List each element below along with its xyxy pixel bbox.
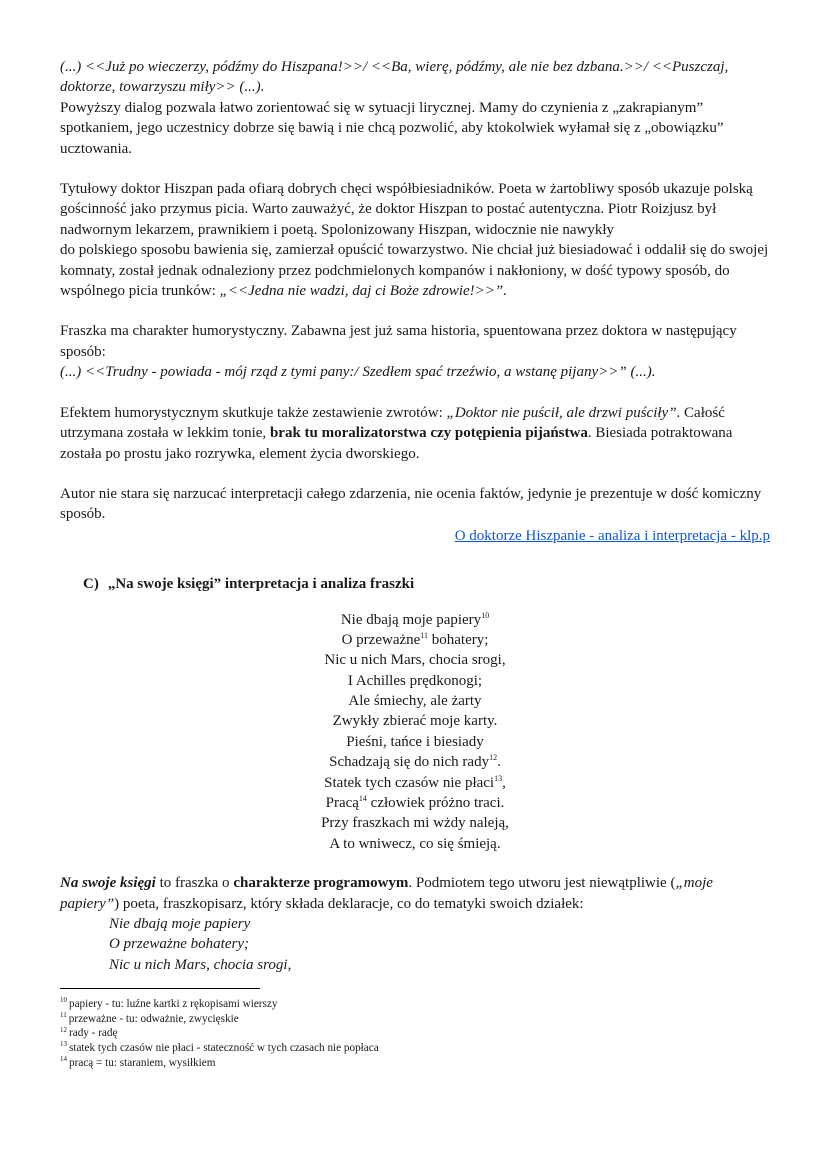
inline-quote: „moje papiery” [60, 875, 713, 912]
poem-line-text: . [497, 754, 501, 771]
poem-line-text: człowiek próżno traci. [366, 795, 505, 812]
footnote-ref: 12 [489, 753, 498, 763]
paragraph-text: do polskiego sposobu bawienia się, zamierzał opuścić towarzystwo. Nie chciał już biesiadować i oddalił się do swojej komnaty, został jednak odnaleziony przez podchmielonych kompanów i nakłoniony, w dość typowy sposób, do wspólnego picia trunków: [60, 242, 769, 300]
poem-line: Pieśni, tańce i biesiady [346, 733, 484, 750]
quoted-verse: Nie dbają moje papiery [109, 916, 251, 933]
dialog-quote: (...) <<Już po wieczerzy, pódźmy do Hiszpana!>>/ <<Ba, wierę, pódźmy, ale nie bez dzbana.>>/ <<Puszczaj, doktorze, towarzyszu miły>> (...). [60, 59, 729, 96]
poem-line: Ale śmiechy, ale żarty [348, 693, 482, 710]
footnote [60, 1026, 379, 1041]
poem-line [60, 773, 770, 793]
footnote-ref: 14 [358, 794, 367, 804]
paragraph-doctor-hiszpan [60, 179, 770, 301]
bold-phrase: brak tu moralizatorstwa czy potępienia pijaństwa [269, 425, 588, 442]
inline-quote: „<<Jedna nie wadzi, daj ci Boże zdrowie!>>”. [219, 283, 507, 300]
paragraph-dialog-analysis: Powyższy dialog pozwala łatwo zorientować się w sytuacji lirycznej. Mamy do czynienia z „zakrapianym” spotkaniem, jego uczestnicy dobrze się bawią i nie chcą pozwolić, aby ktokolwiek wyłamał się z „obowiązku” ucztowania. [60, 99, 724, 157]
paragraph-text: . Całość utrzymana została w lekkim tonie, [60, 404, 725, 442]
poem-line [60, 630, 770, 650]
section-title: „Na swoje księgi” interpretacja i analiza fraszki [107, 576, 415, 593]
source-link-row [60, 526, 770, 546]
poem-line: Zwykły zbierać moje karty. [332, 713, 498, 730]
poem-line-text: Nie dbają moje papiery [340, 611, 482, 628]
paragraph-text: Tytułowy doktor Hiszpan pada ofiarą dobrych chęci współbiesiadników. Poeta w żartobliwy sposób ukazuje polską gościnność jako przymus picia. Warto zauważyć, że doktor Hiszpan to postać autentyczna. Piotr Roizjusz był nadwornym lekarzem, prawnikiem i poetą. Spolonizowany Hiszpan, widocznie nie nawykły [60, 181, 753, 238]
paragraph-effect [60, 403, 770, 464]
poem-line-text: O przeważne [341, 631, 421, 648]
poem-line-text: Statek tych czasów nie płaci [324, 774, 495, 791]
footnote-ref: 11 [420, 630, 428, 640]
footnote-ref: 10 [481, 610, 490, 620]
inline-quote: „Doktor nie puścił, ale drzwi puściły” [446, 404, 677, 421]
poem-line [60, 793, 770, 813]
paragraph-text: ) poeta, fraszkopisarz, który składa deklaracje, co do tematyki swoich działek: [114, 895, 584, 912]
footnote [60, 1041, 379, 1056]
footnote-text: pracą = tu: staraniem, wysiłkiem [69, 1056, 216, 1069]
poem-line [60, 610, 770, 630]
poem-line-text: Pracą [325, 795, 359, 812]
footnotes [60, 997, 379, 1071]
poem-line: Przy fraszkach mi wżdy naleją, [321, 815, 509, 832]
footnote-number: 10 [60, 996, 67, 1005]
quoted-verse: O przeważne bohatery; [109, 936, 249, 953]
footnote-number: 13 [60, 1040, 67, 1049]
paragraph-author: Autor nie stara się narzucać interpretacji całego zdarzenia, nie ocenia faktów, jedynie je prezentuje w dość komiczny sposób. [60, 485, 762, 523]
paragraph-programmatic [60, 873, 770, 914]
quoted-verses [109, 914, 770, 975]
paragraph-text: Efektem humorystycznym skutkuje także zestawienie zwrotów: [60, 404, 447, 421]
footnote-text: rady - radę [69, 1027, 118, 1040]
section-label: C) [83, 576, 99, 593]
paragraph-text: . Biesiada potraktowana została po prostu jako rozrywka, element życia dworskiego. [60, 425, 733, 462]
bold-phrase: charakterze programowym [233, 875, 409, 892]
poem-line-text: , [502, 774, 506, 791]
paragraph-text: to fraszka o [155, 875, 234, 892]
footnote-text: przeważne - tu: odważnie, zwycięskie [68, 1012, 239, 1025]
poem [60, 610, 770, 855]
footnote-text: papiery - tu: luźne kartki z rękopisami wierszy [69, 998, 278, 1010]
poem-line-text: Schadzają się do nich rady [329, 754, 490, 771]
section-heading [83, 574, 770, 594]
quoted-verse: Nic u nich Mars, chocia srogi, [109, 956, 292, 973]
paragraph-text: . Podmiotem tego utworu jest niewątpliwie ( [408, 875, 676, 892]
poem-line: I Achilles prędkonogi; [347, 672, 483, 689]
footnote [60, 1012, 379, 1027]
poem-line: A to wniwecz, co się śmieją. [329, 835, 501, 852]
footnote-number: 11 [60, 1010, 67, 1019]
footnote-text: statek tych czasów nie płaci - stateczność w tych czasach nie popłaca [69, 1042, 379, 1055]
poem-line [60, 752, 770, 772]
poem-line: Nic u nich Mars, chocia srogi, [324, 652, 506, 669]
footnote-number: 14 [60, 1055, 67, 1064]
footnote-divider [60, 988, 260, 989]
footnote-number: 12 [60, 1025, 67, 1034]
paragraph-humor: Fraszka ma charakter humorystyczny. Zabawna jest już sama historia, spuentowana przez doktora w następujący sposób: [60, 323, 737, 360]
doctor-quote: (...) <<Trudny - powiada - mój rząd z tymi pany:/ Szedłem spać trzeźwio, a wstanę pijany>>” (...). [60, 364, 656, 381]
poem-title: Na swoje księgi [60, 875, 156, 892]
document-page [60, 57, 770, 975]
poem-line-text: bohatery; [428, 631, 489, 648]
footnote-ref: 13 [494, 773, 503, 783]
source-link[interactable]: O doktorze Hiszpanie - analiza i interpretacja - klp.p [454, 527, 770, 544]
footnote [60, 1056, 379, 1071]
footnote [60, 997, 379, 1012]
